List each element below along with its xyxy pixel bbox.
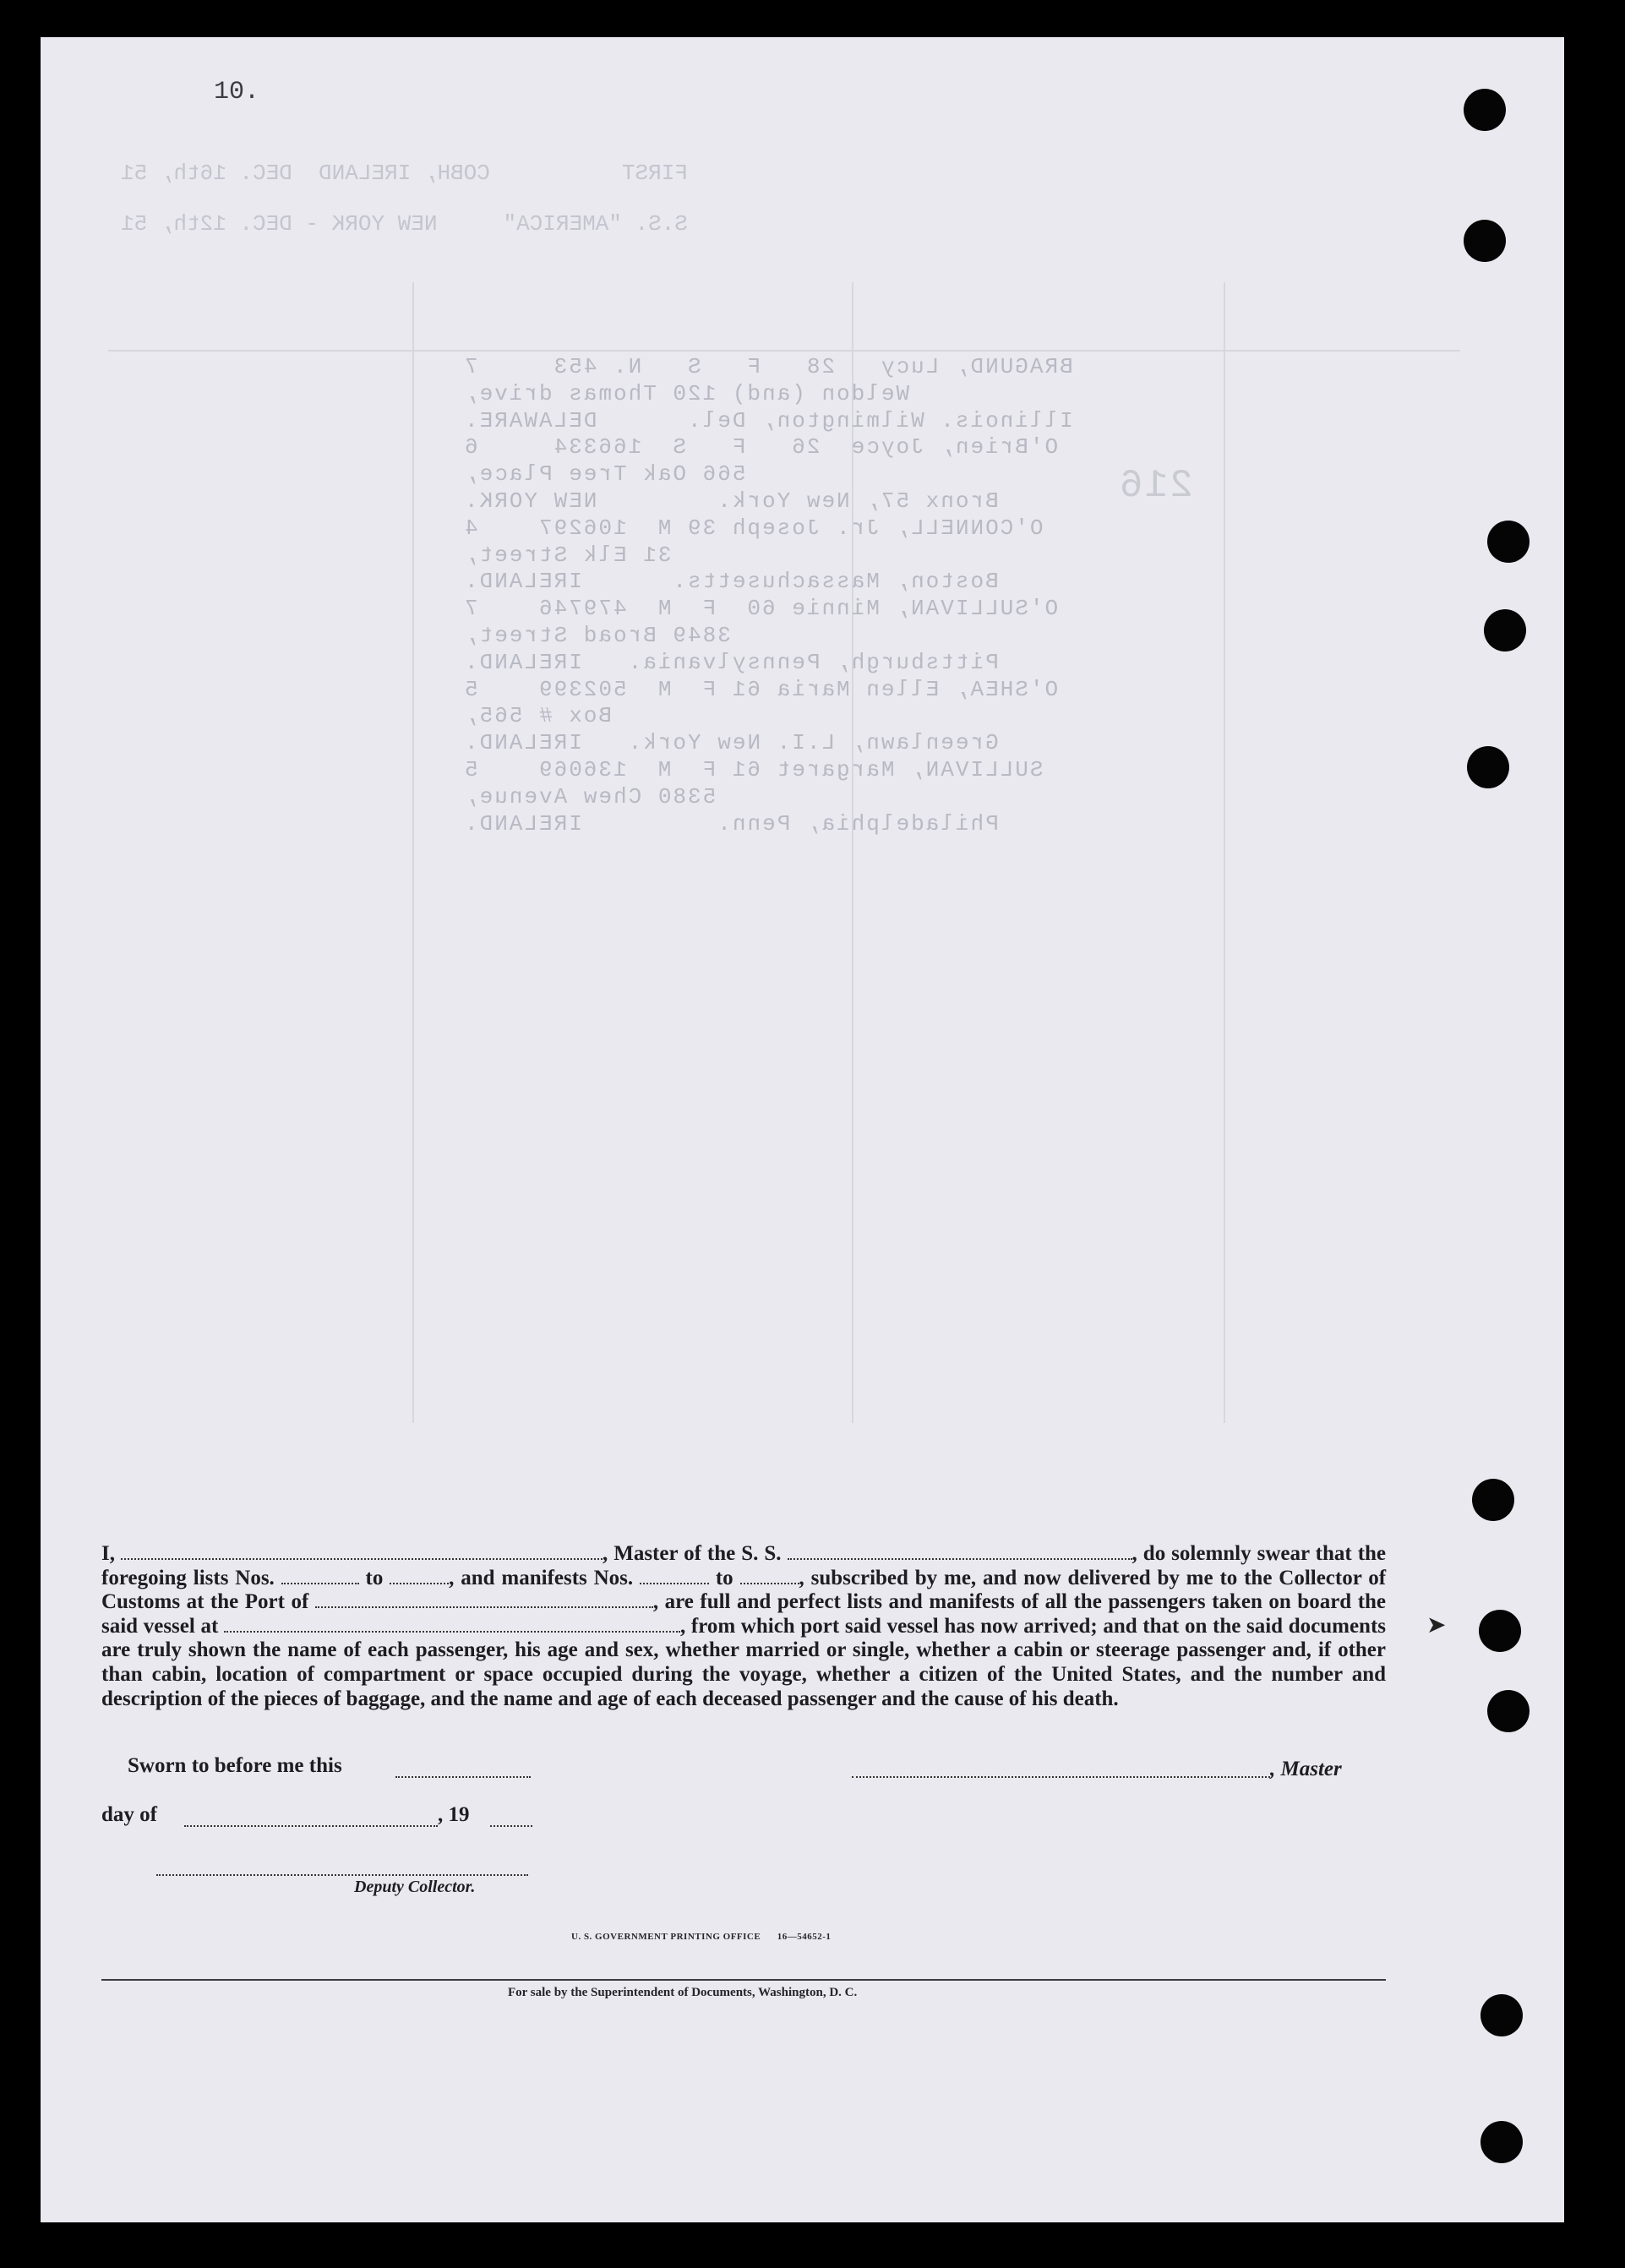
deputy-signature-blank[interactable] bbox=[156, 1874, 528, 1876]
manifest-page bbox=[41, 37, 1564, 2222]
oath-i: I, bbox=[101, 1542, 115, 1565]
punch-hole-icon bbox=[1464, 89, 1506, 131]
oath-to-2: to bbox=[715, 1566, 733, 1589]
sworn-date-blank[interactable] bbox=[395, 1776, 531, 1778]
ghost-row: O'Brien, Joyce 26 F S 166334 6 bbox=[463, 434, 1059, 461]
bleed-grid-line bbox=[1224, 282, 1225, 1423]
ghost-row: O'CONNELL, Jr. Joseph 39 M 106297 4 bbox=[463, 515, 1044, 541]
ghost-row: Bronx 57, New York. NEW YORK. bbox=[463, 488, 999, 514]
ghost-row: 3849 Broad Street, bbox=[463, 623, 731, 648]
ghost-row: Philadelphia, Penn. IRELAND. bbox=[463, 810, 999, 837]
bleed-grid-line bbox=[108, 350, 1460, 352]
vessel-name-blank[interactable] bbox=[788, 1543, 1132, 1560]
oath-do-solemnly: , do solemnly bbox=[1132, 1542, 1251, 1565]
master-name-blank[interactable] bbox=[121, 1543, 603, 1560]
ghost-row: Pittsburgh, Pennsylvania. IRELAND. bbox=[463, 649, 999, 675]
port-blank[interactable] bbox=[315, 1591, 653, 1608]
ghost-row: 566 Oak Tree Place, bbox=[463, 461, 746, 488]
oath-to-1: to bbox=[365, 1566, 384, 1589]
ghost-row: Boston, Massachusetts. IRELAND. bbox=[463, 569, 999, 595]
footer-rule bbox=[101, 1979, 1386, 1981]
ghost-row: Illinois. Wilmington, Del. DELAWARE. bbox=[463, 407, 1073, 433]
for-sale-note: For sale by the Superintendent of Documents, Washington, D. C. bbox=[508, 1986, 858, 1999]
ghost-header-line1: FIRST COBH, IRELAND DEC. 16th, 51 bbox=[121, 161, 688, 186]
ghost-row: Weldon (and) 120 Thomas drive, bbox=[463, 380, 910, 406]
ghost-stamp: 216 bbox=[1118, 464, 1193, 508]
bleed-grid-line bbox=[412, 282, 414, 1423]
ghost-row: 5380 Chew Avenue, bbox=[463, 783, 717, 810]
ghost-header-line2: S.S. "AMERICA" NEW YORK - DEC. 12th, 51 bbox=[121, 211, 688, 237]
oath-from-which: , from which bbox=[679, 1614, 795, 1638]
punch-hole-icon bbox=[1472, 1479, 1514, 1521]
oath-manifests-of: manifests of all the passengers taken on board the said vessel at bbox=[101, 1590, 1387, 1638]
manifests-to-blank[interactable] bbox=[740, 1567, 799, 1584]
punch-hole-icon bbox=[1487, 1690, 1530, 1732]
printing-office: U. S. GOVERNMENT PRINTING OFFICE bbox=[571, 1932, 761, 1942]
oath-and-manifests: , and manifests Nos. bbox=[449, 1566, 634, 1589]
year-label: , 19 bbox=[438, 1803, 470, 1826]
arrow-mark-icon: ➤ bbox=[1426, 1611, 1447, 1638]
ghost-row: 31 Elk Street, bbox=[463, 542, 672, 568]
printing-office-imprint bbox=[571, 1932, 831, 1942]
oath-body: port said vessel has now arrived; and that on the said documents are truly shown the name of each passenger, his age and sex, whether married or single, whether a cabin or steerage passenger and, if other than cabin, location of compartment or space occupied during the voyage, whether a citizen of the United States, and the number and description of the pieces of baggage, and the name and age of each deceased passenger and the cause of his death. bbox=[101, 1614, 1387, 1710]
day-of-label: day of bbox=[101, 1803, 157, 1826]
oath-subscribed: , subscribed by me, and now bbox=[799, 1566, 1061, 1589]
year-blank[interactable] bbox=[490, 1825, 532, 1827]
page-number: 10. bbox=[214, 78, 260, 106]
form-number: 16—54652-1 bbox=[777, 1932, 832, 1942]
sworn-label: Sworn to before me this bbox=[128, 1754, 342, 1777]
day-of-blank[interactable] bbox=[184, 1825, 438, 1827]
oath-delivered: delivered by me to the Collector of Customs at the Port of bbox=[101, 1566, 1387, 1614]
manifests-from-blank[interactable] bbox=[640, 1567, 709, 1584]
punch-hole-icon bbox=[1480, 1994, 1523, 2036]
oath-master-of: , Master of the S. S. bbox=[602, 1542, 782, 1565]
punch-hole-icon bbox=[1464, 220, 1506, 262]
punch-hole-icon bbox=[1487, 521, 1530, 563]
punch-hole-icon bbox=[1467, 746, 1509, 788]
ghost-row: Box # 565, bbox=[463, 703, 613, 729]
ghost-row: BRAGUND, Lucy 28 F S N. 453 7 bbox=[463, 354, 1073, 379]
punch-hole-icon bbox=[1480, 2121, 1523, 2163]
ghost-row: O'SULLIVAN, Minnie 60 F M 479746 7 bbox=[463, 596, 1059, 622]
punch-hole-icon bbox=[1479, 1610, 1521, 1652]
departure-port-blank[interactable] bbox=[224, 1616, 680, 1633]
lists-from-blank[interactable] bbox=[281, 1567, 359, 1584]
oath-swear: swear that the foregoing lists Nos. bbox=[101, 1542, 1387, 1589]
punch-hole-icon bbox=[1484, 609, 1526, 652]
lists-to-blank[interactable] bbox=[390, 1567, 449, 1584]
master-signature-blank[interactable] bbox=[852, 1776, 1270, 1778]
ghost-row: O'SHEA, Ellen Maria 61 F M 502399 5 bbox=[463, 676, 1059, 702]
oath-are-full: , are full and perfect lists and bbox=[652, 1590, 923, 1614]
ghost-row: SULLIVAN, Margaret 61 F M 136069 5 bbox=[463, 757, 1044, 782]
master-label: , Master bbox=[1270, 1758, 1342, 1780]
ghost-row: Greenlawn, L.I. New York. IRELAND. bbox=[463, 730, 999, 756]
deputy-collector-label: Deputy Collector. bbox=[354, 1878, 476, 1896]
oath-paragraph bbox=[101, 1542, 1386, 1711]
